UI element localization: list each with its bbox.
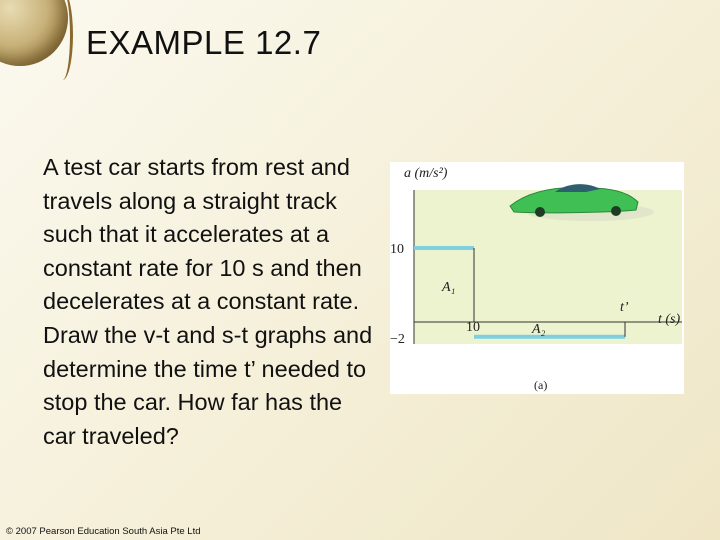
slide-title: EXAMPLE 12.7 — [86, 24, 322, 61]
y-axis-label: a (m/s²) — [404, 166, 448, 181]
x-axis-label: t (s) — [658, 312, 681, 327]
acceleration-time-graph — [390, 162, 684, 394]
globe-stand-decoration — [52, 0, 73, 80]
graph-canvas — [390, 162, 684, 394]
figure-caption: (a) — [534, 378, 548, 392]
y-tick-minus-2: −2 — [390, 332, 405, 347]
test-car-illustration — [510, 184, 654, 221]
t-prime-label: t’ — [620, 300, 629, 315]
problem-statement: A test car starts from rest and travels along a straight track such that it accelerates at a constant rate for 10 s and then decelerates at a constant rate. Draw the v-t and s-t graphs and determine the time t’ needed to stop the car. How far has the car traveled? — [43, 154, 373, 449]
x-tick-10: 10 — [466, 320, 480, 335]
y-tick-10: 10 — [390, 242, 404, 257]
copyright-notice: © 2007 Pearson Education South Asia Pte Ltd — [6, 526, 201, 537]
area-a2-label: A₂ — [532, 322, 546, 337]
area-a1-label: A₁ — [442, 280, 456, 295]
